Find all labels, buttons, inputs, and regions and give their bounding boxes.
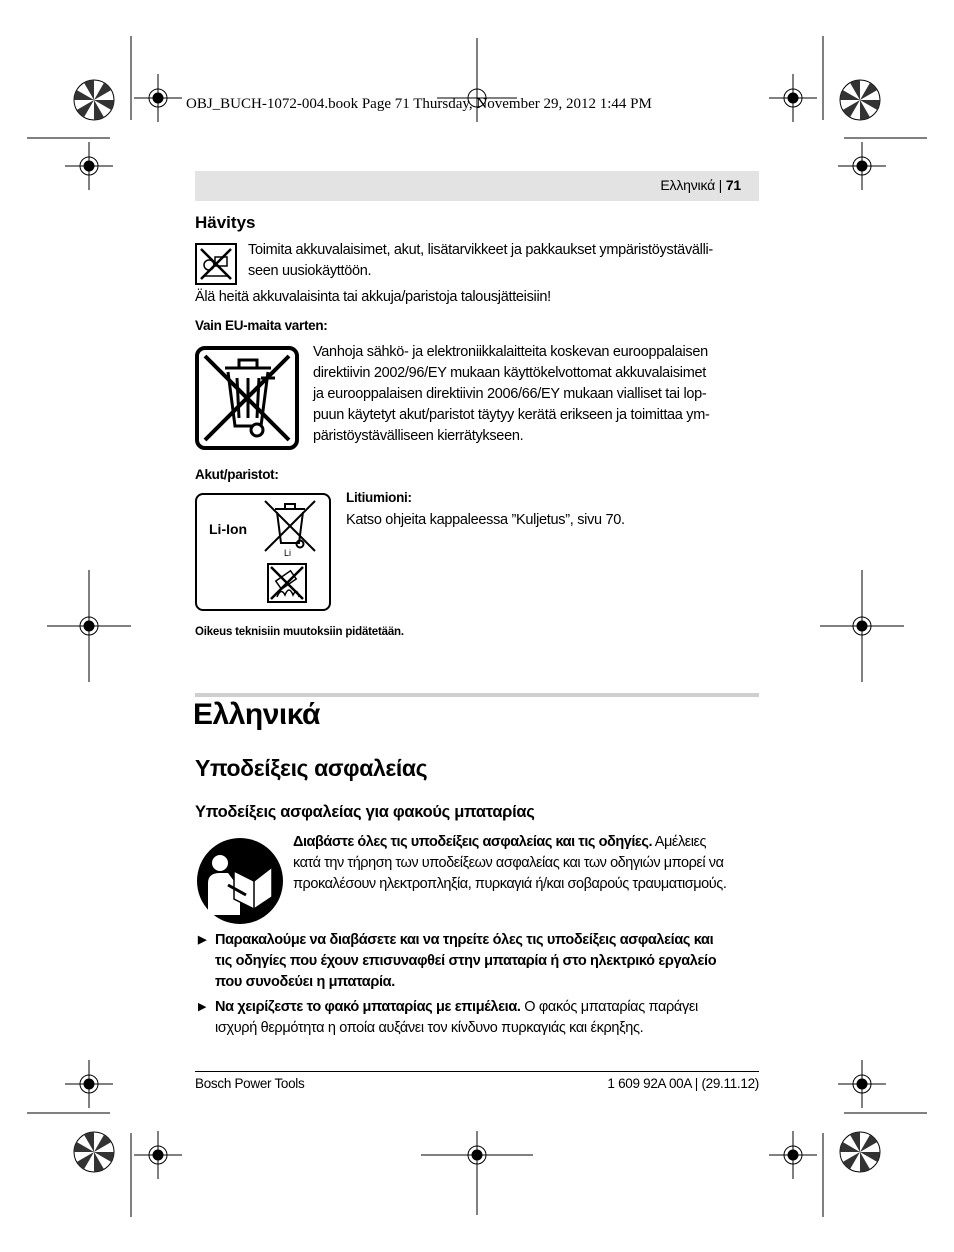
bullet-arrow-icon: ▶	[198, 934, 207, 946]
eu-text-line: päristöystävälliseen kierrätykseen.	[313, 428, 524, 444]
disposal-text-1: Toimita akkuvalaisimet, akut, lisätarvikkeet ja pakkaukset ympäristöystävälli-	[248, 242, 713, 258]
no-fire-icon	[267, 563, 307, 603]
header-separator: |	[718, 177, 726, 193]
eu-text-line: puun käytetyt akut/paristot täytyy kerätä erikseen ja toimittaa ym-	[313, 407, 710, 423]
eu-text-line: ja eurooppalaisen direktiivin 2006/66/EY mukaan vialliset tai lop-	[313, 386, 707, 402]
rights-note: Oikeus teknisiin muutoksiin pidätetään.	[195, 626, 404, 638]
bullet-1-line: που συνοδεύει η μπαταρία.	[215, 974, 395, 990]
bullet-1-line: Παρακαλούμε να διαβάσετε και να τηρείτε όλες τις υποδείξεις ασφαλείας και	[215, 932, 714, 948]
eu-text	[313, 342, 763, 447]
greek-title: Ελληνικά	[193, 698, 320, 731]
footer-rule	[195, 1071, 759, 1072]
battery-symbol-box	[195, 493, 331, 611]
batteries-heading: Akut/paristot:	[195, 467, 279, 482]
liion-label: Li-Ion	[209, 521, 248, 537]
eu-text-line: Vanhoja sähkö- ja elektroniikkalaitteita koskevan eurooppalaisen	[313, 344, 708, 360]
print-info-line: OBJ_BUCH-1072-004.book Page 71 Thursday, November 29, 2012 1:44 PM	[186, 96, 652, 112]
greek-safety-heading: Υποδείξεις ασφαλείας	[195, 755, 428, 781]
battery-bin-icon	[263, 499, 319, 553]
page-header-text	[660, 177, 741, 193]
lithium-text: Katso ohjeita kappaleessa ”Kuljetus”, sivu 70.	[346, 512, 625, 528]
bullet-2-rest: Ο φακός μπαταρίας παράγει	[520, 999, 698, 1015]
header-language: Ελληνικά	[660, 177, 715, 193]
warning-line-3: προκαλέσουν ηλεκτροπληξία, πυρκαγιά ή/και σοβαρούς τραυματισμούς.	[293, 876, 727, 892]
disposal-text-3: Älä heitä akkuvalaisinta tai akkuja/paristoja talousjätteisiin!	[195, 289, 551, 305]
section-divider	[195, 693, 759, 697]
disposal-heading: Hävitys	[195, 213, 256, 232]
bullet-item-1	[198, 930, 763, 993]
page-header-tab	[195, 171, 759, 201]
bullet-arrow-icon: ▶	[198, 1001, 207, 1013]
warning-line-2: κατά την τήρηση των υποδείξεων ασφαλείας και των οδηγιών μπορεί να	[293, 855, 724, 871]
bullet-item-2	[198, 997, 763, 1039]
greek-safety-subheading: Υποδείξεις ασφαλείας για φακούς μπαταρίας	[195, 803, 535, 821]
footer-right: 1 609 92A 00A | (29.11.12)	[607, 1076, 759, 1091]
warning-rest: Αμέλειες	[652, 834, 707, 850]
page-number: 71	[725, 177, 741, 193]
li-label: Li	[284, 548, 292, 558]
read-instructions-warning	[293, 832, 763, 895]
weee-bin-icon	[195, 346, 299, 450]
footer-left: Bosch Power Tools	[195, 1076, 305, 1091]
warning-bold: Διαβάστε όλες τις υποδείξεις ασφαλείας και τις οδηγίες.	[293, 834, 653, 850]
eu-text-line: direktiivin 2002/96/EY mukaan käyttökelvottomat akkuvalaisimet	[313, 365, 706, 381]
read-manual-icon	[196, 837, 284, 925]
eu-heading: Vain EU-maita varten:	[195, 318, 328, 333]
disposal-text-2: seen uusiokäyttöön.	[248, 263, 372, 279]
disposal-icon	[195, 243, 237, 285]
lithium-heading: Litiumioni:	[346, 490, 412, 505]
bullet-1-line: τις οδηγίες που έχουν επισυναφθεί στην μπαταρία ή στο ηλεκτρικό εργαλείο	[215, 953, 717, 969]
bullet-2-line-2: ισχυρή θερμότητα η οποία αυξάνει τον κίνδυνο πυρκαγιάς και έκρηξης.	[215, 1020, 644, 1036]
bullet-2-bold: Να χειρίζεστε το φακό μπαταρίας με επιμέλεια.	[215, 999, 521, 1015]
